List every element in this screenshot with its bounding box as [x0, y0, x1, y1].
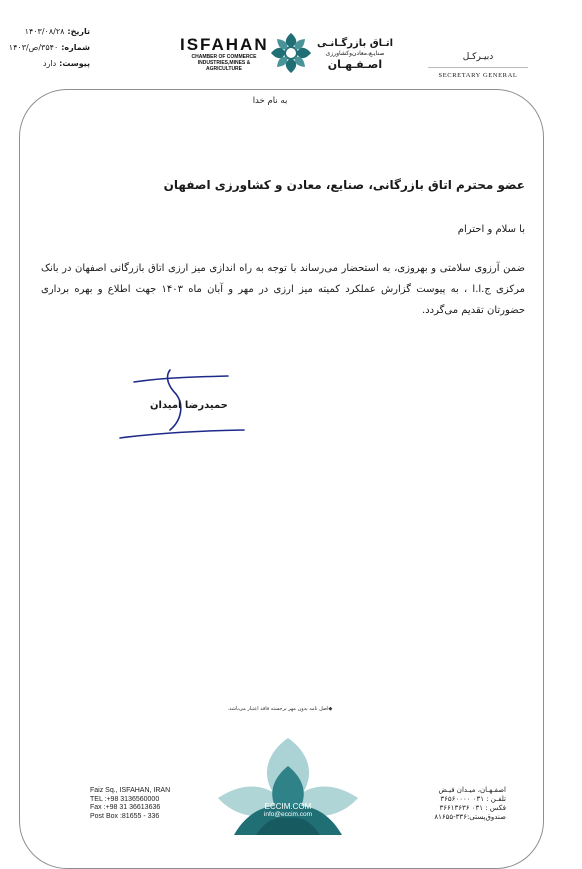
logo-fa-line3: اصـفـهـان — [327, 58, 383, 71]
attachment-row — [4, 56, 90, 72]
footer-emblem-icon — [218, 738, 358, 835]
footer-address-fa: اصفـهـان، میـدان فیـض — [438, 786, 506, 794]
footer-pobox-row — [90, 813, 190, 822]
signatory-name: حمیدرضا امیدان — [150, 400, 228, 411]
letter-meta — [4, 24, 90, 72]
bismillah: به نام خدا — [252, 96, 288, 106]
footer-contact-en — [90, 787, 190, 821]
footer-address-en: Faiz Sq., ISFAHAN, IRAN — [90, 787, 171, 794]
validity-note: ◆اصل نامه بدون مهر برجسته فاقد اعتبار می‌باشد. — [227, 706, 333, 712]
footer-pobox-label: Post Box : — [90, 812, 122, 820]
footer-tel-fa: تلفـن : ۰۳۱ ۳۶۵۶۰۰۰۰ — [440, 795, 506, 803]
logo-en-name: ISFAHAN — [180, 35, 269, 54]
body-paragraph: ضمن آرزوی سلامتی و بهروزی، به استحضار می‌رساند با توجه به راه اندازی میز ارزی اتاق بازرگانی اصفهان در بانک مرکزی ج.ا.ا ، به پیوست گزارش عملکرد کمیته میز ارزی در مهر و آبان ماه ۱۴۰۳ جهت اطلاع و بهره برداری حضورتان تقدیم می‌گردد. — [41, 263, 525, 316]
secretary-general — [428, 51, 528, 79]
chamber-logo — [180, 30, 430, 78]
logo-fa-line1: اتـاق بازرگـانـی — [316, 38, 394, 49]
footer-fax-row — [90, 804, 190, 813]
greeting: با سلام و احترام — [457, 224, 525, 235]
attachment-value: دارد — [42, 59, 57, 68]
footer-fax-label: Fax : — [90, 804, 106, 811]
addressee: عضو محترم اتاق بازرگانی، صنایع، معادن و کشاورزی اصفهان — [163, 178, 525, 192]
number-row — [4, 40, 90, 56]
footer-contact-fa — [406, 786, 506, 822]
footer-pobox: 81655 - 336 — [121, 812, 160, 820]
number-value: ۳۵۴۰/ص/۱۴۰۳ — [8, 43, 59, 52]
logo-en-line3: INDUSTRIES,MINES & AGRICULTURE — [197, 60, 251, 72]
logo-en-line2: CHAMBER OF COMMERCE — [191, 54, 257, 60]
secretary-general-en: SECRETARY GENERAL — [428, 67, 528, 79]
footer-email[interactable]: info@eccim.com — [263, 811, 313, 818]
date-row — [4, 24, 90, 40]
footer-tel-label: TEL : — [90, 795, 107, 803]
footer-tel-row — [90, 796, 190, 805]
footer-fax-fa: فکس : ۰۳۱ ۳۶۶۱۳۶۳۶ — [439, 804, 506, 812]
footer-website[interactable]: ECCIM.COM — [264, 802, 312, 811]
secretary-general-fa: دبیـرکـل — [462, 52, 494, 62]
footer-tel: +98 3136560000 — [106, 795, 160, 803]
footer-fax: +98 31 36613636 — [105, 804, 161, 811]
logo-english — [180, 36, 268, 72]
footer-website-block — [248, 802, 328, 819]
number-label: شماره: — [61, 43, 90, 52]
date-value: ۱۴۰۳/۰۸/۲۸ — [24, 27, 65, 36]
chamber-emblem-icon — [268, 30, 314, 76]
logo-fa-line2: صنایـع،معادن‌وکشاورزی — [325, 50, 385, 57]
date-label: تاریخ: — [67, 27, 90, 36]
attachment-label: پیوست: — [59, 59, 90, 68]
signature — [110, 368, 250, 450]
logo-persian — [316, 38, 394, 72]
footer-pobox-fa: صندوق‌پستی:۳۳۶-۸۱۶۵۵ — [434, 813, 506, 821]
